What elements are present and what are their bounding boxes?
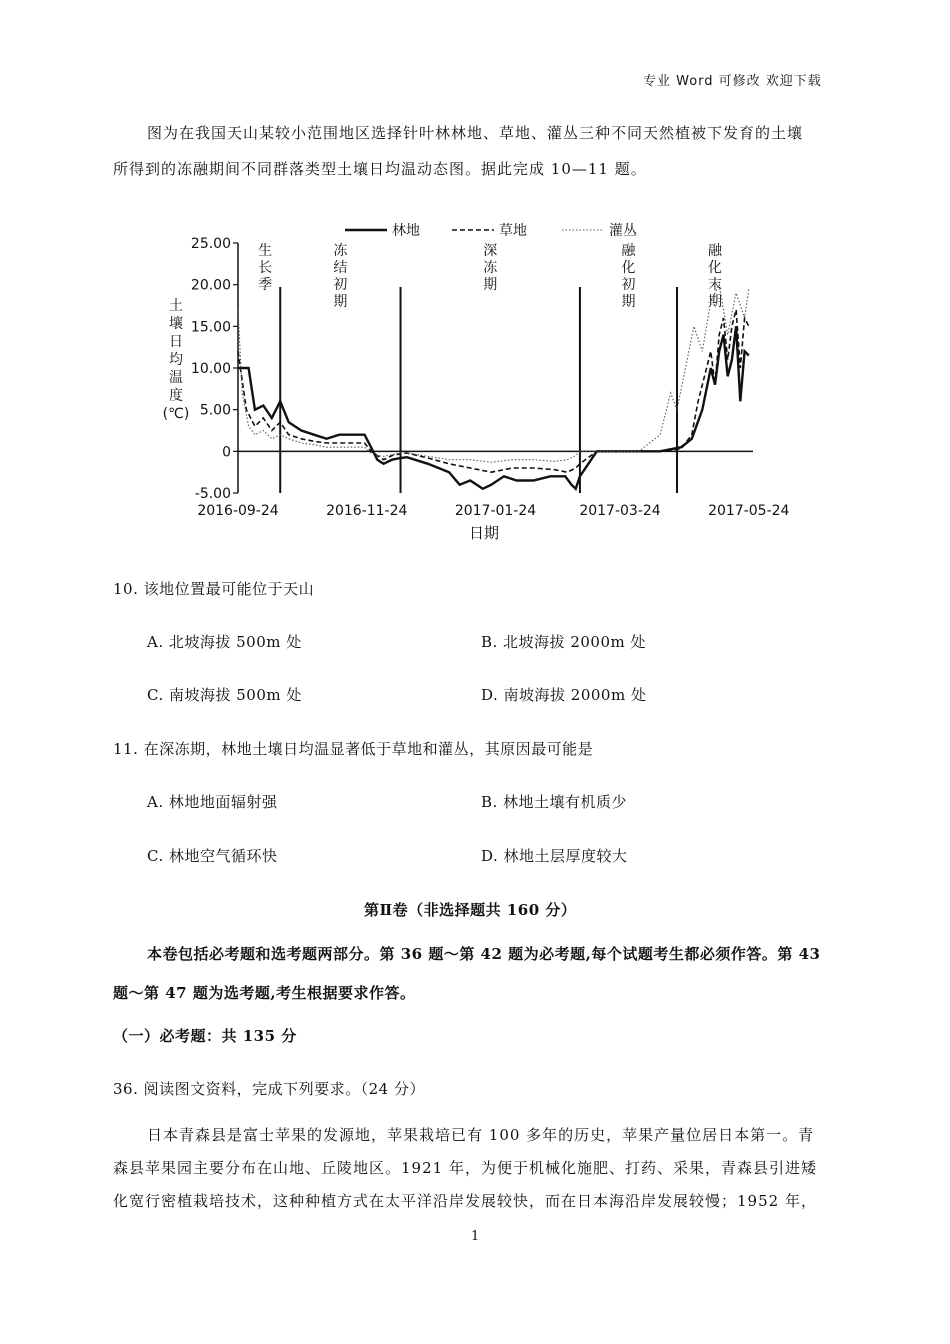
page-header: 专业 Word 可修改 欢迎下载 — [643, 74, 822, 89]
y-axis-label-char: 土 — [169, 298, 183, 314]
y-axis-label-char: 壤 — [169, 316, 183, 332]
q11-stem: 11. 在深冻期，林地土壤日均温显著低于草地和灌丛，其原因最可能是 — [113, 740, 594, 758]
phase-label-char: 结 — [333, 260, 348, 276]
phase-labels — [258, 242, 723, 310]
q10-option-b: B. 北坡海拔 2000m 处 — [481, 633, 646, 651]
y-axis-label-char: 度 — [169, 388, 183, 404]
soil-temperature-chart — [150, 212, 810, 547]
x-tick-label: 2017-05-24 — [708, 503, 790, 519]
phase-label-char: 末 — [708, 277, 723, 293]
q11-option-a: A. 林地地面辐射强 — [147, 793, 278, 811]
section-2-note-line-2: 题～第 47 题为选考题,考生根据要求作答。 — [113, 984, 416, 1002]
q36-paragraph-line-3: 化宽行密植栽培技术，这种种植方式在太平洋沿岸发展较快，而在日本海沿岸发展较慢；1952 年， — [113, 1192, 817, 1210]
page-number: 1 — [471, 1229, 480, 1244]
phase-label-char: 期 — [708, 294, 723, 310]
legend-label: 草地 — [499, 223, 527, 239]
y-axis-label — [163, 297, 190, 422]
phase-label-char: 冻 — [333, 243, 348, 259]
chart-legend — [345, 222, 637, 239]
phase-label-char: 初 — [621, 277, 636, 293]
q11-option-c: C. 林地空气循环快 — [147, 847, 278, 865]
y-tick-label: 15.00 — [190, 319, 231, 336]
phase-label-char: 融 — [621, 243, 636, 259]
x-axis-label: 日期 — [468, 524, 500, 542]
phase-label-char: 期 — [483, 277, 498, 293]
phase-label-char: 化 — [621, 260, 636, 276]
y-axis-label-char: 均 — [169, 352, 183, 368]
phase-label-char: 化 — [708, 260, 723, 276]
phase-label-char: 深 — [483, 243, 498, 259]
q10-option-a: A. 北坡海拔 500m 处 — [147, 633, 302, 651]
required-section-title: （一）必考题：共 135 分 — [113, 1027, 297, 1045]
phase-label-char: 期 — [621, 294, 636, 310]
y-axis-label-char: 温 — [169, 370, 183, 386]
y-tick-label: 10.00 — [190, 361, 231, 377]
q10-stem: 10. 该地位置最可能位于天山 — [113, 580, 315, 598]
intro-line-1: 图为在我国天山某较小范围地区选择针叶林林地、草地、灌丛三种不同天然植被下发育的土壤 — [147, 124, 804, 142]
y-tick-label: 0 — [222, 444, 231, 461]
y-tick-label: 5.00 — [199, 402, 231, 419]
phase-label-char: 生 — [258, 243, 273, 259]
x-tick-label: 2017-01-24 — [454, 503, 537, 519]
phase-label-char: 初 — [333, 277, 348, 293]
intro-line-2: 所得到的冻融期间不同群落类型土壤日均温动态图。据此完成 10—11 题。 — [113, 160, 647, 178]
q10-option-c: C. 南坡海拔 500m 处 — [147, 686, 302, 704]
series-solid-line — [238, 326, 749, 489]
series-lines — [238, 285, 749, 489]
q11-option-d: D. 林地土层厚度较大 — [481, 847, 628, 865]
section-2-note-line-1: 本卷包括必考题和选考题两部分。第 36 题～第 42 题为必考题,每个试题考生都必须作答。第 43 — [147, 945, 821, 963]
y-tick-label: -5.00 — [194, 486, 231, 502]
phase-label-char: 季 — [258, 277, 273, 293]
section-2-title: 第Ⅱ卷（非选择题共 160 分） — [364, 901, 577, 919]
q10-option-d: D. 南坡海拔 2000m 处 — [481, 686, 647, 704]
y-tick-label: 20.00 — [190, 277, 231, 294]
x-tick-label: 2016-11-24 — [326, 503, 408, 519]
legend-label: 林地 — [392, 223, 420, 239]
x-tick-label: 2017-03-24 — [579, 503, 661, 519]
q36-paragraph-line-2: 森县苹果园主要分布在山地、丘陵地区。1921 年，为便于机械化施肥、打药、采果，青森县引进矮 — [113, 1159, 817, 1177]
y-axis-label-char: (℃) — [162, 406, 190, 422]
q36-stem: 36. 阅读图文资料，完成下列要求。（24 分） — [113, 1080, 425, 1098]
q36-paragraph-line-1: 日本青森县是富士苹果的发源地，苹果栽培已有 100 多年的历史，苹果产量位居日本第一。青 — [147, 1126, 815, 1144]
x-tick-label: 2016-09-24 — [197, 503, 279, 519]
phase-label-char: 融 — [708, 243, 723, 259]
q11-option-b: B. 林地土壤有机质少 — [481, 793, 628, 811]
y-axis-label-char: 日 — [169, 334, 183, 350]
phase-label-char: 期 — [333, 294, 348, 310]
phase-label-char: 长 — [258, 260, 273, 276]
phase-label-char: 冻 — [483, 260, 498, 276]
legend-label: 灌丛 — [609, 223, 637, 239]
y-tick-label: 25.00 — [190, 236, 231, 252]
phase-dividers — [280, 287, 677, 493]
